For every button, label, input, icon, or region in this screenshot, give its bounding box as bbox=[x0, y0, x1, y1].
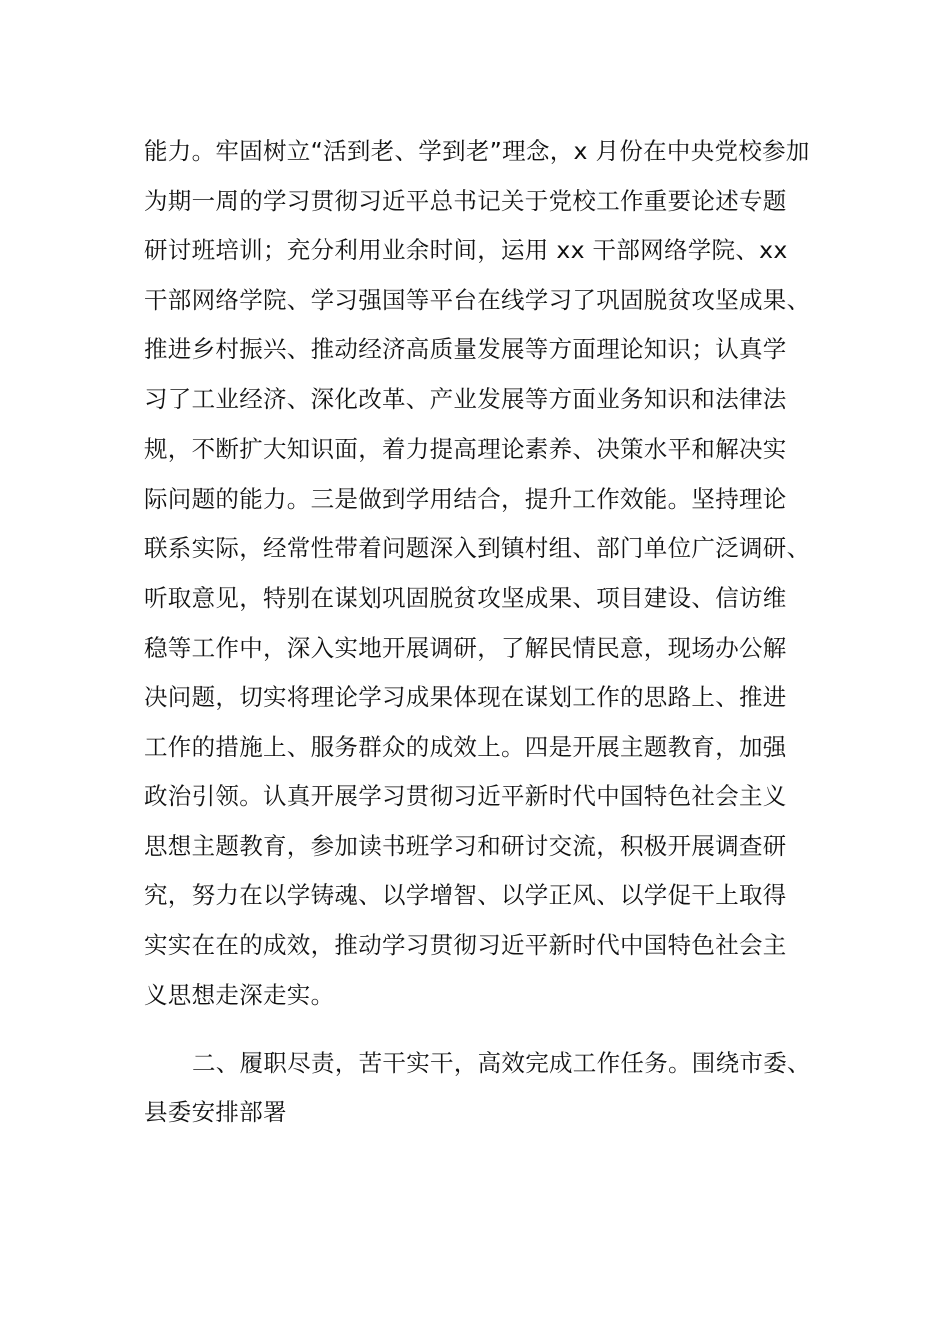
text-line: 实实在在的成效，推动学习贯彻习近平新时代中国特色社会主 bbox=[144, 931, 787, 959]
text-line: 县委安排部署 bbox=[144, 1098, 287, 1126]
text-line: 听取意见，特别在谋划巩固脱贫攻坚成果、项目建设、信访维 bbox=[144, 584, 787, 612]
text-line: 联系实际，经常性带着问题深入到镇村组、部门单位广泛调研、 bbox=[144, 534, 811, 562]
text-line: 推进乡村振兴、推动经济高质量发展等方面理论知识；认真学 bbox=[144, 335, 787, 363]
text-line: 际问题的能力。三是做到学用结合，提升工作效能。坚持理论 bbox=[144, 485, 787, 513]
text-line: 习了工业经济、深化改革、产业发展等方面业务知识和法律法 bbox=[144, 385, 787, 413]
text-line: 干部网络学院、学习强国等平台在线学习了巩固脱贫攻坚成果、 bbox=[144, 286, 811, 314]
text-line: 工作的措施上、服务群众的成效上。四是开展主题教育，加强 bbox=[144, 733, 787, 761]
text-line: 义思想走深走实。 bbox=[144, 981, 335, 1009]
text-line: 究，努力在以学铸魂、以学增智、以学正风、以学促干上取得 bbox=[144, 881, 787, 909]
text-line: 二、履职尽责，苦干实干，高效完成工作任务。围绕市委、 bbox=[192, 1049, 811, 1077]
text-line: 规，不断扩大知识面，着力提高理论素养、决策水平和解决实 bbox=[144, 435, 787, 463]
text-line: 为期一周的学习贯彻习近平总书记关于党校工作重要论述专题 bbox=[144, 187, 787, 215]
text-line: 思想主题教育，参加读书班学习和研讨交流，积极开展调查研 bbox=[144, 832, 787, 860]
text-line: 能力。牢固树立“活到老、学到老”理念，x 月份在中央党校参加 bbox=[144, 137, 810, 165]
text-line: 研讨班培训；充分利用业余时间，运用 xx 干部网络学院、xx bbox=[144, 236, 788, 264]
text-line: 政治引领。认真开展学习贯彻习近平新时代中国特色社会主义 bbox=[144, 782, 787, 810]
text-line: 决问题，切实将理论学习成果体现在谋划工作的思路上、推进 bbox=[144, 683, 787, 711]
text-line: 稳等工作中，深入实地开展调研，了解民情民意，现场办公解 bbox=[144, 634, 787, 662]
